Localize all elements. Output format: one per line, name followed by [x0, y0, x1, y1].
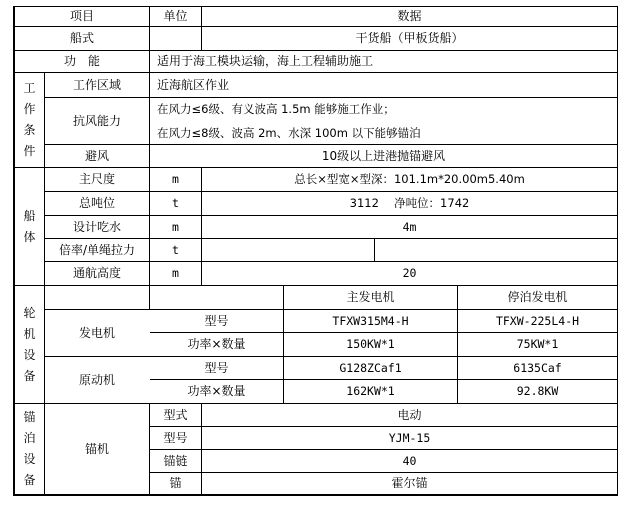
header-data: 数据 — [397, 9, 422, 23]
ratio-pull-unit: t — [172, 242, 179, 257]
generator-model-label: 型号 — [204, 313, 229, 328]
windlass-model-label: 型号 — [163, 430, 188, 445]
generator-power-main: 150KW*1 — [346, 337, 395, 352]
prime-mover-power-main: 162KW*1 — [346, 384, 395, 399]
group-char: 锚 — [23, 410, 36, 424]
machinery-group-label — [15, 286, 44, 403]
work-conditions-group-label — [15, 73, 44, 167]
group-char: 轮 — [23, 305, 36, 320]
work-area-label: 工作区域 — [72, 77, 121, 92]
design-draft-label: 设计吃水 — [72, 219, 121, 234]
anchor-value: 霍尔锚 — [391, 476, 428, 490]
generator-power-label: 功率×数量 — [187, 337, 246, 351]
windlass-type-label: 型式 — [163, 407, 188, 422]
group-char: 机 — [23, 326, 36, 341]
group-char: 作 — [23, 102, 36, 116]
anchor-chain-value: 40 — [402, 453, 417, 468]
prime-mover-model-harbor: 6135Caf — [513, 360, 562, 375]
prime-mover-label: 原动机 — [78, 372, 115, 387]
work-area-value: 近海航区作业 — [157, 77, 230, 92]
main-dimensions-label: 主尺度 — [78, 172, 115, 186]
air-draft-label: 通航高度 — [72, 266, 121, 280]
ship-type-label: 船式 — [69, 31, 94, 45]
group-char: 体 — [23, 229, 36, 244]
mooring-group-label — [15, 404, 44, 494]
tonnage-value: 3112 净吨位：1742 — [349, 196, 470, 211]
group-char: 备 — [23, 368, 36, 383]
windlass-type-value: 电动 — [397, 407, 422, 422]
air-draft-unit: m — [172, 266, 179, 281]
group-char: 船 — [23, 208, 36, 223]
generator-power-harbor: 75KW*1 — [516, 337, 559, 352]
vline — [374, 238, 375, 262]
prime-mover-model-label: 型号 — [204, 360, 229, 375]
ratio-pull-label: 倍率/单绳拉力 — [58, 242, 136, 257]
air-draft-value: 20 — [402, 266, 417, 281]
wind-resistance-line-2: 在风力≤8级、波高 2m、水深 100m 以下能够锚泊 — [157, 126, 421, 140]
prime-mover-power-label: 功率×数量 — [187, 384, 246, 398]
shelter-value: 10级以上进港抛锚避风 — [321, 148, 446, 163]
group-char: 设 — [23, 347, 36, 362]
windlass-model-value: YJM-15 — [388, 430, 431, 445]
border-bottom — [14, 494, 618, 496]
group-char: 工 — [23, 81, 36, 95]
prime-mover-power-harbor: 92.8KW — [516, 384, 559, 399]
design-draft-unit: m — [172, 219, 179, 234]
function-label: 功 能 — [63, 54, 100, 68]
harbor-generator-column-header: 停泊发电机 — [507, 290, 568, 304]
generator-model-harbor: TFXW-225L4-H — [495, 313, 580, 328]
windlass-label: 锚机 — [84, 441, 109, 456]
group-char: 条 — [23, 123, 36, 137]
prime-mover-model-main: G128ZCaf1 — [339, 360, 402, 375]
border-right — [617, 6, 618, 496]
anchor-chain-label: 锚链 — [163, 453, 188, 468]
wind-resistance-label: 抗风能力 — [72, 113, 121, 128]
header-item: 项目 — [69, 9, 94, 23]
header-unit: 单位 — [163, 9, 188, 23]
tonnage-label: 总吨位 — [78, 196, 115, 210]
main-dimensions-unit: m — [172, 172, 179, 187]
ship-type-value: 干货船（甲板货船） — [355, 31, 464, 45]
generator-model-main: TFXW315M4-H — [332, 313, 409, 328]
shelter-label: 避风 — [84, 148, 109, 163]
function-value: 适用于海工模块运输，海上工程辅助施工 — [157, 54, 374, 68]
main-dimensions-value: 总长×型宽×型深：101.1m*20.00m5.40m — [294, 172, 525, 187]
design-draft-value: 4m — [402, 219, 417, 234]
group-char: 设 — [23, 452, 36, 466]
wind-resistance-value — [150, 98, 617, 144]
anchor-label: 锚 — [169, 476, 182, 490]
tonnage-unit: t — [172, 196, 179, 211]
wind-resistance-line-1: 在风力≤6级、有义波高 1.5m 能够施工作业； — [157, 102, 395, 116]
main-generator-column-header: 主发电机 — [346, 290, 395, 304]
group-char: 泊 — [23, 431, 36, 445]
generator-label: 发电机 — [78, 325, 115, 340]
hull-group-label — [15, 168, 44, 285]
group-char: 件 — [23, 144, 36, 158]
group-char: 备 — [23, 473, 36, 487]
